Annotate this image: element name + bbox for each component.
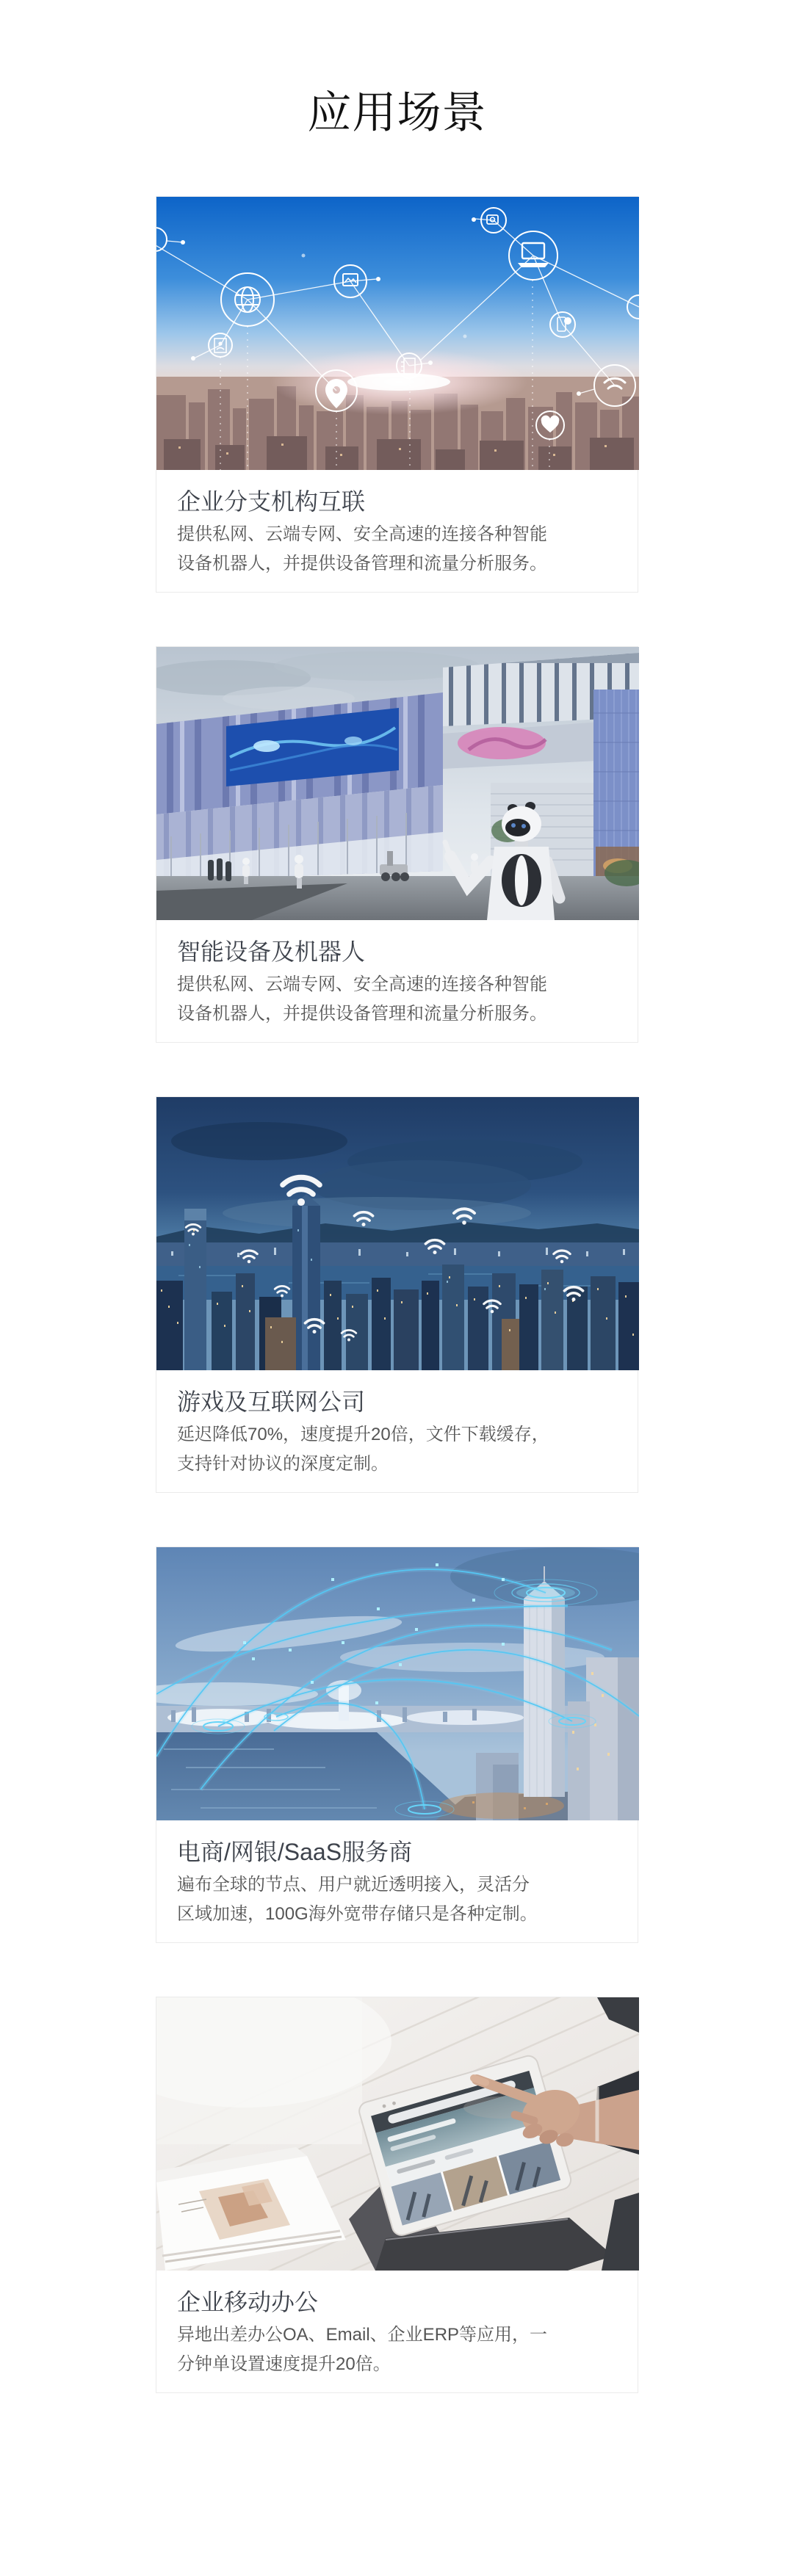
scenario-card-gaming-internet bbox=[156, 1096, 638, 1493]
scenario-image-network-arcs bbox=[156, 1547, 639, 1820]
card-text-block bbox=[156, 1820, 638, 1942]
scenario-image-city-network-icons bbox=[156, 197, 639, 470]
scenario-card-branch-interconnect bbox=[156, 196, 638, 593]
card-body-line: 区域加速，100G海外宽带存储只是各种定制。 bbox=[177, 1904, 538, 1924]
application-scenarios-section bbox=[0, 82, 794, 2393]
scenario-card-list bbox=[156, 196, 638, 2393]
card-title: 游戏及互联网公司 bbox=[177, 1389, 366, 1415]
people-silhouettes bbox=[208, 858, 231, 881]
card-title: 电商/网银/SaaS服务商 bbox=[177, 1839, 413, 1865]
scenario-image-tablet-desk bbox=[156, 1997, 639, 2271]
card-title: 智能设备及机器人 bbox=[177, 938, 366, 965]
card-text-block bbox=[156, 1370, 638, 1492]
card-title: 企业分支机构互联 bbox=[177, 488, 366, 515]
night-skyline-wifi-illustration bbox=[156, 1097, 639, 1370]
scenario-card-smart-devices bbox=[156, 646, 638, 1043]
harbor-network-arcs-illustration bbox=[156, 1547, 639, 1820]
scenario-card-mobile-office bbox=[156, 1997, 638, 2393]
card-body-line: 异地出差办公OA、Email、企业ERP等应用，一 bbox=[177, 2325, 548, 2345]
card-body-line: 支持针对协议的深度定制。 bbox=[177, 1454, 389, 1474]
card-body-line: 设备机器人，并提供设备管理和流量分析服务。 bbox=[177, 554, 547, 574]
card-title: 企业移动办公 bbox=[177, 2289, 319, 2315]
smart-building-robots-illustration bbox=[156, 647, 639, 920]
card-text-block bbox=[156, 470, 638, 592]
card-body-line: 分钟单设置速度提升20倍。 bbox=[177, 2354, 391, 2374]
page-title: 应用场景 bbox=[307, 88, 487, 137]
card-body-line: 设备机器人，并提供设备管理和流量分析服务。 bbox=[177, 1004, 547, 1024]
card-body-line: 提供私网、云端专网、安全高速的连接各种智能 bbox=[177, 974, 547, 994]
scenario-image-building-robots bbox=[156, 647, 639, 920]
card-body-line: 延迟降低70%，速度提升20倍，文件下载缓存， bbox=[177, 1425, 549, 1444]
city-dusk-network-illustration bbox=[156, 197, 639, 470]
card-text-block bbox=[156, 2271, 638, 2392]
card-body-line: 提供私网、云端专网、安全高速的连接各种智能 bbox=[177, 524, 547, 544]
card-text-block bbox=[156, 920, 638, 1042]
scenario-card-ecommerce-saas bbox=[156, 1546, 638, 1943]
scenario-image-skyline-wifi bbox=[156, 1097, 639, 1370]
tablet-touch-illustration bbox=[156, 1997, 639, 2271]
card-body-line: 遍布全球的节点、用户就近透明接入，灵活分 bbox=[177, 1875, 530, 1895]
